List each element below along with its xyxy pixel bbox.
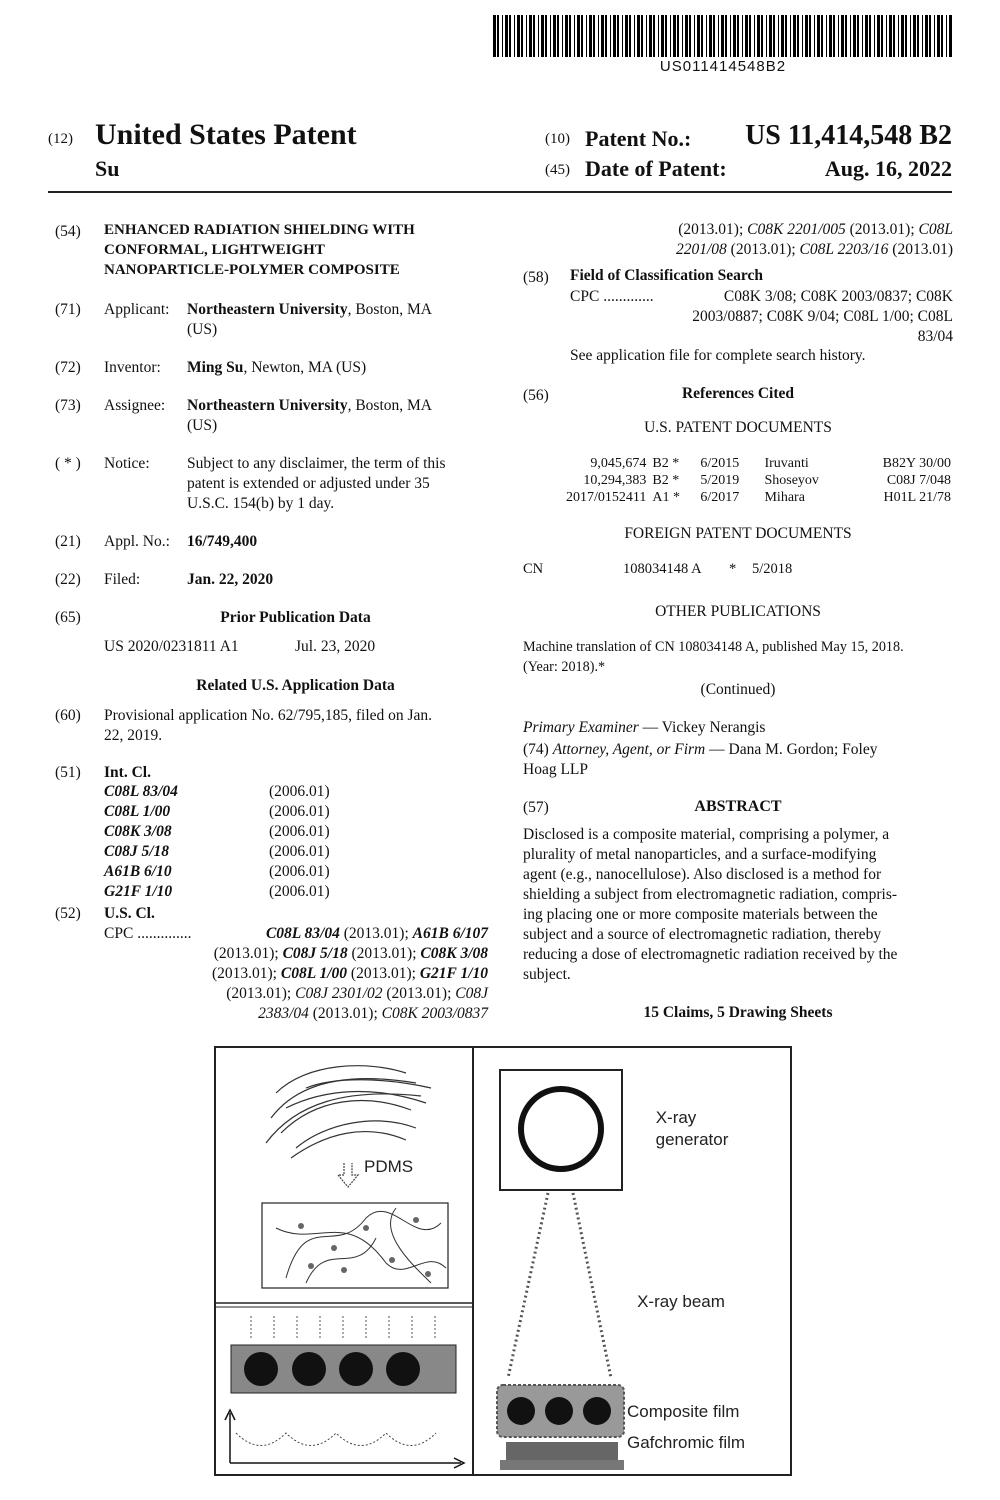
barcode-bar bbox=[905, 15, 907, 57]
barcode-bar bbox=[701, 15, 703, 57]
axes bbox=[225, 1410, 464, 1468]
primary-examiner bbox=[523, 718, 765, 738]
code-73: (73) bbox=[55, 397, 81, 414]
barcode-bar bbox=[805, 15, 808, 57]
nanocellulose-fibers bbox=[266, 1066, 431, 1158]
composite-film-label: Composite film bbox=[627, 1402, 740, 1421]
int-cl-row bbox=[104, 802, 330, 822]
barcode-bar bbox=[857, 15, 859, 57]
us-cl-cpc-label: CPC .............. bbox=[104, 925, 192, 942]
us-cl-continued bbox=[570, 220, 953, 260]
barcode-bar bbox=[877, 15, 880, 57]
foreign-ref-date: 5/2018 bbox=[752, 561, 793, 577]
code-notice: ( * ) bbox=[55, 455, 81, 472]
ref-number: 9,045,674 bbox=[590, 456, 647, 471]
ref-date: 6/2015 bbox=[700, 456, 740, 471]
us-cl-line: 2383/04 (2013.01); C08K 2003/0837 bbox=[258, 1005, 488, 1022]
barcode-bar bbox=[613, 15, 616, 57]
int-cl-version: (2006.01) bbox=[269, 823, 330, 840]
filed-value: Jan. 22, 2020 bbox=[187, 571, 274, 588]
gafchromic-film bbox=[506, 1442, 618, 1460]
barcode-bar bbox=[737, 15, 739, 57]
barcode-bar bbox=[941, 15, 943, 57]
attorney-name: — Dana M. Gordon; Foley bbox=[705, 741, 878, 758]
other-pub-line: Machine translation of CN 108034148 A, published May 15, 2018. bbox=[523, 639, 904, 655]
ref-number: 2017/0152411 bbox=[565, 490, 647, 505]
barcode-bar bbox=[733, 15, 736, 57]
other-pubs-heading: OTHER PUBLICATIONS bbox=[655, 603, 821, 620]
provisional-line: 22, 2019. bbox=[104, 727, 163, 744]
barcode-bar bbox=[785, 15, 787, 57]
int-cl-class: C08L 83/04 bbox=[104, 783, 178, 800]
code-57: (57) bbox=[523, 799, 549, 816]
generator-label-line2: generator bbox=[655, 1130, 729, 1149]
inventor-short: Su bbox=[95, 156, 120, 181]
barcode-bar bbox=[658, 15, 659, 57]
barcode-bar bbox=[754, 15, 755, 57]
barcode-bar bbox=[922, 15, 923, 57]
us-cl-line: 2201/08 (2013.01); C08L 2203/16 (2013.01) bbox=[675, 241, 953, 258]
inventor-value bbox=[187, 358, 366, 378]
appl-no-value: 16/749,400 bbox=[187, 533, 258, 550]
int-cl-version: (2006.01) bbox=[269, 843, 330, 860]
barcode-bar bbox=[581, 15, 583, 57]
reference-row bbox=[526, 472, 954, 489]
barcode-bar bbox=[617, 15, 619, 57]
barcode-bar bbox=[706, 15, 707, 57]
barcode-bar bbox=[910, 15, 911, 57]
barcode-bar bbox=[886, 15, 887, 57]
barcode-bar bbox=[610, 15, 611, 57]
barcode-bar bbox=[622, 15, 623, 57]
barcode-bar bbox=[694, 15, 695, 57]
examiner-label: Primary Examiner bbox=[523, 719, 639, 736]
barcode-bar bbox=[541, 15, 544, 57]
assignee-name: Northeastern University bbox=[187, 397, 348, 414]
barcode-bar bbox=[589, 15, 592, 57]
barcode-bar bbox=[742, 15, 743, 57]
notice-line: U.S.C. 154(b) by 1 day. bbox=[187, 495, 335, 512]
foreign-ref-star: * bbox=[729, 561, 737, 577]
barcode-bar bbox=[769, 15, 772, 57]
ref-inventor: Iruvanti bbox=[764, 456, 809, 471]
gafchromic-film-label: Gafchromic film bbox=[627, 1433, 746, 1452]
barcode-bar bbox=[713, 15, 715, 57]
int-cl-class: G21F 1/10 bbox=[104, 883, 173, 900]
barcode-bar bbox=[929, 15, 931, 57]
title-line: ENHANCED RADIATION SHIELDING WITH bbox=[104, 222, 415, 238]
field-search-cpc-label: CPC ............. bbox=[570, 288, 654, 305]
barcode-bar bbox=[833, 15, 835, 57]
barcode-bar bbox=[598, 15, 599, 57]
invention-title bbox=[104, 220, 415, 280]
barcode-bar bbox=[913, 15, 916, 57]
ref-class: B82Y 30/00 bbox=[882, 456, 951, 471]
applicant-country: (US) bbox=[187, 321, 218, 338]
barcode-bar bbox=[829, 15, 832, 57]
barcode-bar bbox=[709, 15, 712, 57]
ref-kind: B2 * bbox=[652, 473, 680, 488]
barcode-bar bbox=[533, 15, 535, 57]
barcode-bar bbox=[901, 15, 904, 57]
code-58: (58) bbox=[523, 269, 549, 286]
assignee-label: Assignee: bbox=[104, 397, 166, 414]
inventor-name: Ming Su bbox=[187, 359, 244, 376]
abstract-line: subject and a source of electromagnetic radiation, thereby bbox=[523, 926, 882, 943]
int-cl-version: (2006.01) bbox=[269, 863, 330, 880]
int-cl-class: C08L 1/00 bbox=[104, 803, 171, 820]
us-cl-text bbox=[150, 924, 488, 1024]
barcode-bar bbox=[793, 15, 796, 57]
search-history-note: See application file for complete search history. bbox=[570, 347, 866, 364]
barcode-bar bbox=[550, 15, 551, 57]
barcode-bar bbox=[853, 15, 856, 57]
field-search-heading: Field of Classification Search bbox=[570, 267, 764, 284]
ref-inventor: Shoseyov bbox=[764, 473, 819, 488]
abstract-line: agent (e.g., nanocellulose). Also disclosed is a method for bbox=[523, 866, 882, 883]
beam-label: X-ray beam bbox=[637, 1292, 725, 1311]
barcode-bar bbox=[730, 15, 731, 57]
barcode-bar bbox=[577, 15, 580, 57]
barcode-bar bbox=[605, 15, 607, 57]
int-cl-row bbox=[104, 862, 330, 882]
attorney-label: Attorney, Agent, or Firm bbox=[552, 741, 706, 758]
ref-class: C08J 7/048 bbox=[886, 473, 951, 488]
code-10: (10) bbox=[545, 131, 570, 147]
barcode-bar bbox=[721, 15, 724, 57]
us-references-table bbox=[526, 455, 954, 506]
barcode-number: US011414548B2 bbox=[659, 58, 787, 75]
provisional-text bbox=[104, 706, 488, 746]
int-cl-version: (2006.01) bbox=[269, 783, 330, 800]
ref-date: 5/2019 bbox=[700, 473, 740, 488]
ref-class: H01L 21/78 bbox=[883, 490, 951, 505]
barcode-bar bbox=[569, 15, 571, 57]
us-cl-line: (2013.01); C08J 2301/02 (2013.01); C08J bbox=[226, 985, 488, 1002]
int-cl-class: C08K 3/08 bbox=[104, 823, 172, 840]
ref-kind: A1 * bbox=[652, 490, 680, 505]
applicant-name: Northeastern University bbox=[187, 301, 348, 318]
barcode-bar bbox=[653, 15, 655, 57]
patent-number: US 11,414,548 B2 bbox=[745, 120, 952, 151]
abstract-line: plurality of metal nanoparticles, and a surface-modifying bbox=[523, 846, 877, 863]
prior-pub-date: Jul. 23, 2020 bbox=[295, 638, 376, 655]
int-cl-row bbox=[104, 782, 330, 802]
pdms-label: PDMS bbox=[364, 1157, 414, 1176]
code-12: (12) bbox=[48, 131, 73, 147]
continued-note: (Continued) bbox=[700, 681, 776, 698]
barcode-bar bbox=[869, 15, 871, 57]
barcode-bar bbox=[557, 15, 559, 57]
barcode-bar bbox=[838, 15, 839, 57]
barcode-bar bbox=[545, 15, 547, 57]
barcode-bar bbox=[766, 15, 767, 57]
dose-profile-curve bbox=[236, 1433, 436, 1446]
applicant-value bbox=[187, 300, 487, 340]
code-21: (21) bbox=[55, 533, 81, 550]
inventor-label: Inventor: bbox=[104, 359, 161, 376]
barcode-bar bbox=[553, 15, 556, 57]
barcode-bar bbox=[529, 15, 532, 57]
int-cl-class: A61B 6/10 bbox=[104, 863, 172, 880]
code-74: (74) bbox=[523, 741, 549, 758]
code-56: (56) bbox=[523, 387, 549, 404]
int-cl-version: (2006.01) bbox=[269, 883, 330, 900]
field-search-codes bbox=[600, 287, 953, 347]
reference-row bbox=[526, 489, 954, 506]
applicant-label: Applicant: bbox=[104, 301, 170, 318]
barcode-bar bbox=[637, 15, 640, 57]
barcode-bar bbox=[773, 15, 775, 57]
ref-inventor: Mihara bbox=[764, 490, 805, 505]
barcode-bar bbox=[949, 15, 952, 57]
us-cl-label: U.S. Cl. bbox=[104, 905, 155, 922]
barcode-bar bbox=[881, 15, 883, 57]
us-cl-line: (2013.01); C08K 2201/005 (2013.01); C08L bbox=[678, 221, 953, 238]
us-cl-line: C08L 83/04 (2013.01); A61B 6/107 bbox=[265, 925, 488, 942]
foreign-ref-number: 108034148 A bbox=[623, 561, 702, 577]
barcode-bar bbox=[845, 15, 847, 57]
attorney bbox=[523, 740, 955, 780]
barcode-bar bbox=[649, 15, 652, 57]
barcode-bar bbox=[802, 15, 803, 57]
barcode-bar bbox=[809, 15, 811, 57]
barcode-bar bbox=[634, 15, 635, 57]
code-72: (72) bbox=[55, 359, 81, 376]
examiner-name: — Vickey Nerangis bbox=[638, 719, 766, 736]
provisional-line: Provisional application No. 62/795,185, filed on Jan. bbox=[104, 707, 433, 724]
barcode-bar bbox=[502, 15, 503, 57]
barcode-bar bbox=[641, 15, 643, 57]
barcode-bar bbox=[497, 15, 499, 57]
int-cl-table bbox=[104, 782, 330, 902]
appl-no-label: Appl. No.: bbox=[104, 533, 170, 550]
notice-text bbox=[187, 454, 487, 514]
barcode-bar bbox=[934, 15, 935, 57]
barcode-bar bbox=[757, 15, 760, 57]
code-51: (51) bbox=[55, 764, 81, 781]
barcode-bar bbox=[790, 15, 791, 57]
foreign-ref-country: CN bbox=[523, 561, 544, 577]
notice-label: Notice: bbox=[104, 455, 150, 472]
abstract-line: Disclosed is a composite material, comprising a polymer, a bbox=[523, 826, 890, 843]
prior-pub-number: US 2020/0231811 A1 bbox=[104, 638, 239, 655]
barcode-bar bbox=[629, 15, 631, 57]
barcode-bar bbox=[893, 15, 895, 57]
barcode-bar bbox=[625, 15, 628, 57]
inventor-location: , Newton, MA (US) bbox=[243, 359, 367, 376]
code-54: (54) bbox=[55, 223, 81, 240]
barcode-bar bbox=[593, 15, 595, 57]
code-60: (60) bbox=[55, 707, 81, 724]
field-search-line: C08K 3/08; C08K 2003/0837; C08K bbox=[723, 288, 953, 305]
assignee-location: , Boston, MA bbox=[347, 397, 432, 414]
figure-drawing bbox=[216, 1048, 790, 1474]
ref-number: 10,294,383 bbox=[583, 473, 647, 488]
reference-row bbox=[526, 455, 954, 472]
code-52: (52) bbox=[55, 905, 81, 922]
us-cl-line: (2013.01); C08L 1/00 (2013.01); G21F 1/10 bbox=[211, 965, 488, 982]
down-arrow-icon bbox=[338, 1163, 358, 1187]
generator-label-line1: X-ray bbox=[655, 1108, 697, 1127]
date-label: Date of Patent: bbox=[585, 156, 727, 181]
barcode-bar bbox=[670, 15, 671, 57]
barcode-bar bbox=[814, 15, 815, 57]
barcode-bar bbox=[817, 15, 820, 57]
barcode-bar bbox=[517, 15, 520, 57]
barcode-bar bbox=[526, 15, 527, 57]
barcode-bar bbox=[826, 15, 827, 57]
field-search-line: 83/04 bbox=[917, 328, 953, 345]
code-65: (65) bbox=[55, 609, 81, 626]
barcode-bar bbox=[661, 15, 664, 57]
patent-date: Aug. 16, 2022 bbox=[824, 156, 952, 181]
int-cl-row bbox=[104, 842, 330, 862]
assignee-country: (US) bbox=[187, 417, 218, 434]
barcode-bar bbox=[586, 15, 587, 57]
barcode-bar bbox=[937, 15, 940, 57]
int-cl-row bbox=[104, 822, 330, 842]
other-pub-line: (Year: 2018).* bbox=[523, 659, 606, 675]
barcode-bar bbox=[505, 15, 508, 57]
references-heading: References Cited bbox=[681, 385, 795, 402]
barcode-bar bbox=[946, 15, 947, 57]
attorney-firm: Hoag LLP bbox=[523, 761, 589, 778]
barcode-bar bbox=[565, 15, 568, 57]
title-line: NANOPARTICLE-POLYMER COMPOSITE bbox=[104, 262, 400, 278]
abstract-text bbox=[523, 825, 955, 985]
cpc-label: CPC bbox=[104, 925, 134, 942]
code-22: (22) bbox=[55, 571, 81, 588]
barcode-bar bbox=[685, 15, 688, 57]
other-pub-text bbox=[523, 637, 955, 677]
int-cl-row bbox=[104, 882, 330, 902]
barcode-bar bbox=[745, 15, 748, 57]
xray-beam bbox=[508, 1193, 611, 1378]
int-cl-version: (2006.01) bbox=[269, 803, 330, 820]
barcode-bar bbox=[725, 15, 727, 57]
barcode-bar bbox=[898, 15, 899, 57]
barcode-bar bbox=[781, 15, 784, 57]
barcode-bar bbox=[677, 15, 679, 57]
int-cl-class: C08J 5/18 bbox=[104, 843, 170, 860]
us-cl-line: (2013.01); C08J 5/18 (2013.01); C08K 3/08 bbox=[213, 945, 488, 962]
barcode-bar bbox=[682, 15, 683, 57]
title-line: CONFORMAL, LIGHTWEIGHT bbox=[104, 242, 325, 258]
notice-line: patent is extended or adjusted under 35 bbox=[187, 475, 430, 492]
abstract-heading: ABSTRACT bbox=[694, 798, 782, 815]
barcode-bar bbox=[646, 15, 647, 57]
barcode-bar bbox=[697, 15, 700, 57]
barcode-bar bbox=[673, 15, 676, 57]
barcode-bar bbox=[574, 15, 575, 57]
barcode-bar bbox=[821, 15, 823, 57]
cpc-label: CPC bbox=[570, 288, 600, 305]
barcode-bar bbox=[601, 15, 604, 57]
foreign-docs-heading: FOREIGN PATENT DOCUMENTS bbox=[624, 525, 852, 542]
notice-line: Subject to any disclaimer, the term of this bbox=[187, 455, 446, 472]
barcode-bar bbox=[761, 15, 763, 57]
film-base bbox=[500, 1460, 624, 1470]
barcode-bar bbox=[917, 15, 919, 57]
barcode-bar bbox=[841, 15, 844, 57]
composite-sample-box bbox=[262, 1203, 448, 1288]
abstract-line: shielding a subject from electromagnetic radiation, compris- bbox=[523, 886, 898, 903]
barcode-bar bbox=[797, 15, 799, 57]
barcode-bar bbox=[749, 15, 751, 57]
barcode-bar bbox=[521, 15, 523, 57]
barcode-bar bbox=[689, 15, 691, 57]
ref-kind: B2 * bbox=[652, 456, 680, 471]
barcode-bar bbox=[925, 15, 928, 57]
code-71: (71) bbox=[55, 301, 81, 318]
barcode-bar bbox=[665, 15, 667, 57]
ref-date: 6/2017 bbox=[700, 490, 740, 505]
applicant-location: , Boston, MA bbox=[347, 301, 432, 318]
assignee-value bbox=[187, 396, 487, 436]
patent-type-title: United States Patent bbox=[95, 118, 357, 151]
barcode-bar bbox=[850, 15, 851, 57]
claims-summary: 15 Claims, 5 Drawing Sheets bbox=[643, 1004, 833, 1021]
int-cl-label: Int. Cl. bbox=[104, 764, 151, 781]
barcode-bar bbox=[778, 15, 779, 57]
representative-figure bbox=[214, 1046, 792, 1476]
related-heading: Related U.S. Application Data bbox=[196, 677, 395, 694]
code-45: (45) bbox=[545, 162, 570, 178]
barcode-bar bbox=[889, 15, 892, 57]
abstract-line: reducing a dose of electromagnetic radiation received by the bbox=[523, 946, 898, 963]
header-rule bbox=[48, 191, 952, 193]
barcode-bar bbox=[493, 15, 496, 57]
barcode-bar bbox=[562, 15, 563, 57]
us-patent-docs-heading: U.S. PATENT DOCUMENTS bbox=[644, 419, 832, 436]
barcode-bar bbox=[509, 15, 511, 57]
abstract-line: ing placing one or more composite materials between the bbox=[523, 906, 878, 923]
film-particles bbox=[507, 1397, 611, 1425]
patent-no-label: Patent No.: bbox=[585, 126, 692, 151]
barcode-bar bbox=[874, 15, 875, 57]
field-search-line: 2003/0887; C08K 9/04; C08L 1/00; C08L bbox=[692, 308, 953, 325]
barcode-bar bbox=[718, 15, 719, 57]
barcode bbox=[493, 15, 953, 57]
barcode-bar bbox=[538, 15, 539, 57]
filed-label: Filed: bbox=[104, 571, 141, 588]
abstract-line: subject. bbox=[523, 966, 571, 983]
barcode-bar bbox=[865, 15, 868, 57]
barcode-bar bbox=[862, 15, 863, 57]
barcode-bar bbox=[514, 15, 515, 57]
prior-pub-heading: Prior Publication Data bbox=[220, 609, 371, 626]
radiation-arrows bbox=[251, 1316, 435, 1338]
